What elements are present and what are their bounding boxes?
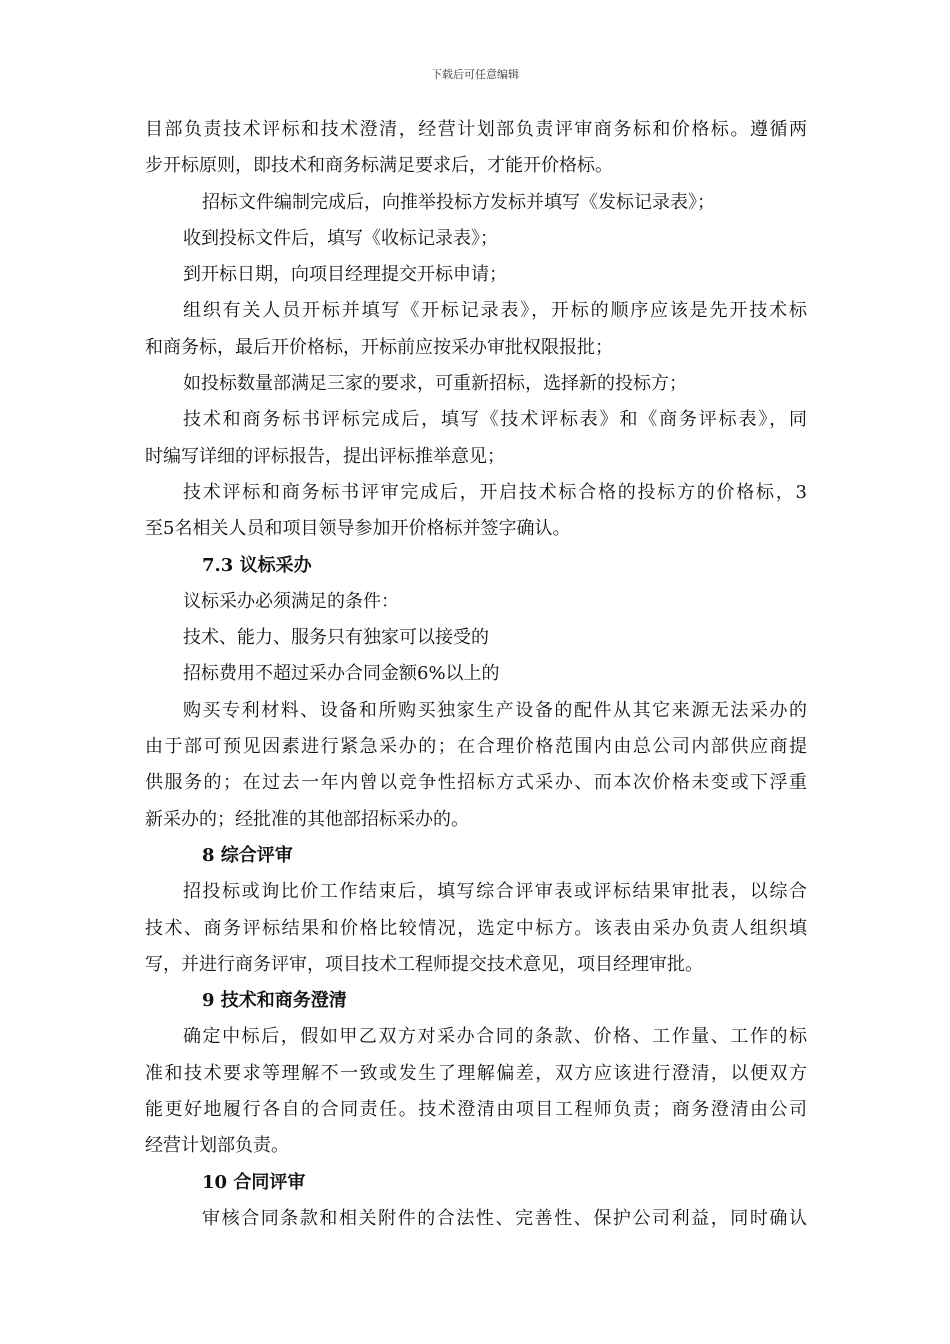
paragraph-line: 写，并进行商务评审，项目技术工程师提交技术意见，项目经理审批。 bbox=[145, 953, 703, 975]
section-heading: 8 综合评审 bbox=[202, 844, 293, 866]
paragraph-line: 至5名相关人员和项目领导参加开价格标并签字确认。 bbox=[145, 518, 571, 540]
paragraph-line: 步开标原则，即技术和商务标满足要求后，才能开价格标。 bbox=[145, 155, 613, 177]
paragraph-line: 议标采办必须满足的条件： bbox=[183, 590, 399, 612]
paragraph-line: 能更好地履行各自的合同责任。技术澄清由项目工程师负责；商务澄清由公司 bbox=[145, 1099, 807, 1121]
paragraph-line: 招投标或询比价工作结束后，填写综合评审表或评标结果审批表，以综合 bbox=[183, 881, 807, 903]
paragraph-line: 和商务标，最后开价格标，开标前应按采办审批权限报批； bbox=[145, 336, 613, 358]
paragraph-line: 确定中标后，假如甲乙双方对采办合同的条款、价格、工作量、工作的标 bbox=[183, 1026, 807, 1048]
paragraph-line: 招标文件编制完成后，向推举投标方发标并填写《发标记录表》； bbox=[202, 191, 715, 213]
paragraph-line: 组织有关人员开标并填写《开标记录表》，开标的顺序应该是先开技术标 bbox=[183, 300, 807, 322]
section-heading: 10 合同评审 bbox=[202, 1171, 306, 1193]
paragraph-line: 技术和商务标书评标完成后，填写《技术评标表》和《商务评标表》，同 bbox=[183, 409, 807, 431]
paragraph-line: 收到投标文件后，填写《收标记录表》； bbox=[183, 227, 498, 249]
paragraph-line: 到开标日期，向项目经理提交开标申请； bbox=[183, 264, 507, 286]
section-heading: 7.3 议标采办 bbox=[202, 554, 312, 576]
paragraph-line: 目部负责技术评标和技术澄清，经营计划部负责评审商务标和价格标。遵循两 bbox=[145, 119, 807, 140]
document-body bbox=[145, 118, 807, 1243]
paragraph-line: 技术、商务评标结果和价格比较情况，选定中标方。该表由采办负责人组织填 bbox=[145, 917, 807, 939]
paragraph-line: 供服务的；在过去一年内曾以竞争性招标方式采办、而本次价格未变或下浮重 bbox=[145, 772, 807, 794]
paragraph-line: 购买专利材料、设备和所购买独家生产设备的配件从其它来源无法采办的 bbox=[183, 699, 807, 721]
page-header: 下载后可任意编辑 bbox=[431, 68, 519, 81]
section-heading: 9 技术和商务澄清 bbox=[202, 990, 347, 1012]
paragraph-line: 如投标数量部满足三家的要求，可重新招标，选择新的投标方； bbox=[183, 373, 687, 395]
paragraph-line: 技术、能力、服务只有独家可以接受的 bbox=[183, 627, 489, 649]
paragraph-line: 新采办的；经批准的其他部招标采办的。 bbox=[145, 808, 469, 830]
paragraph-line: 技术评标和商务标书评审完成后，开启技术标合格的投标方的价格标，3 bbox=[183, 481, 807, 503]
paragraph-line: 时编写详细的评标报告，提出评标推举意见； bbox=[145, 445, 505, 467]
paragraph-line: 审核合同条款和相关附件的合法性、完善性、保护公司利益，同时确认 bbox=[202, 1207, 807, 1229]
paragraph-line: 招标费用不超过采办合同金额6%以上的 bbox=[183, 663, 500, 685]
paragraph-line: 由于部可预见因素进行紧急采办的；在合理价格范围内由总公司内部供应商提 bbox=[145, 736, 807, 758]
paragraph-line: 经营计划部负责。 bbox=[145, 1135, 289, 1157]
paragraph-line: 准和技术要求等理解不一致或发生了理解偏差，双方应该进行澄清，以便双方 bbox=[145, 1062, 807, 1084]
